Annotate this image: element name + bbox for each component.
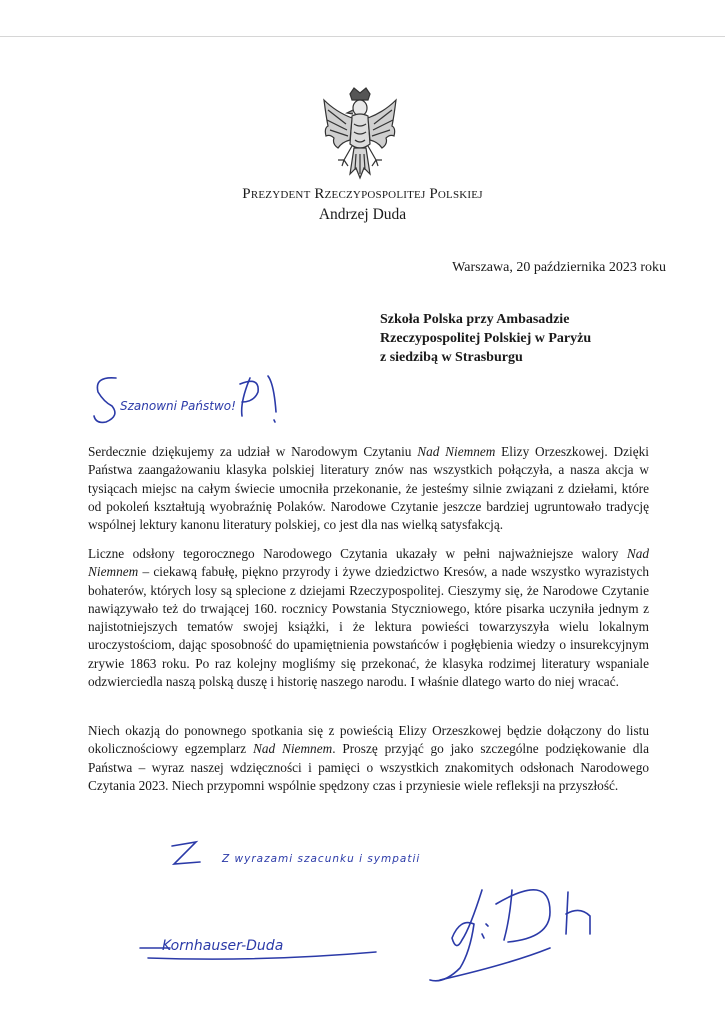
paragraph-1-book-title: Nad Niemnem xyxy=(417,444,496,459)
president-title xyxy=(0,186,725,203)
signature-left-text: Kornhauser-Duda xyxy=(162,938,284,954)
paragraph-2-part-a: Liczne odsłony tegorocznego Narodowego Czytania ukazały w pełni najważniejsze walory xyxy=(88,546,627,561)
signature-right-text: Andrzej Duda xyxy=(470,986,477,987)
recipient-line-3: z siedzibą w Strasburgu xyxy=(380,350,523,365)
paragraph-1-part-a: Serdecznie dziękujemy za udział w Narodowym Czytaniu xyxy=(88,444,418,459)
signature-right xyxy=(400,868,605,990)
signature-left xyxy=(140,918,380,962)
page-top-edge xyxy=(0,36,725,37)
paragraph-1 xyxy=(88,443,649,534)
letter-date: Warszawa, 20 października 2023 roku xyxy=(452,260,666,275)
recipient-line-1: Szkoła Polska przy Ambasadzie xyxy=(380,312,570,327)
paragraph-2 xyxy=(88,545,649,691)
paragraph-2-part-b: – ciekawą fabułę, piękno przyrody i żywe dziedzictwo Kresów, a nade wszystko wyrazistych bohaterów, których losy są splecione z dziejami Rzeczypospolitej. Cieszymy się, że Narodowe Czytanie nawiązywało też do trwającej 160. rocznicy Powstania Styczniowego, które pisarka uczyniła jednym z najistotniejszych tematów swojej książki, i że lektura powieści towarzyszyła wielu lokalnym uroczystościom, dając sposobność do upamiętnienia powstańców i pogłębienia wiedzy o insurekcyjnym zrywie 1863 roku. Po raz kolejny mogliśmy się przekonać, że klasyka rodzimej literatury wspaniale odzwierciedla naszą polską duszę i historię naszego narodu. I właśnie dlatego warto do niej wracać. xyxy=(88,564,649,690)
white-eagle-emblem-icon xyxy=(318,86,402,182)
handwritten-greeting xyxy=(90,372,350,426)
paragraph-3-part-b: . Proszę przyjąć go jako szczególne podziękowanie dla Państwa – wyraz naszej wdzięczności i pamięci o wszystkich znakomitych odsłonach Narodowego Czytania 2023. Niech przypomni wspólnie spędzony czas i przyniesie wiele refleksji na przyszłość. xyxy=(88,741,649,793)
greeting-text: Szanowni Państwo! xyxy=(120,399,236,413)
recipient-address xyxy=(380,310,591,367)
paragraph-3 xyxy=(88,722,649,795)
paragraph-2-book-title: Nad Niemnem xyxy=(88,546,649,580)
president-title-text: Prezydent Rzeczypospolitej Polskiej xyxy=(242,186,483,202)
paragraph-1-part-b: Elizy Orzeszkowej. Dzięki Państwa zaangażowaniu klasyka polskiej literatury znów nas wszystkich połączyła, a nasza akcja w tysiącach miejsc na całym świecie umocniła przekonanie, że jesteśmy silnie związani z dziełami, które od pokoleń kształtują wyobraźnię Polaków. Narodowe Czytanie jeszcze bardziej ugruntowało tradycję wspólnej lektury kanonu literatury polskiej, co jest dla nas wielką satysfakcją. xyxy=(88,444,649,533)
president-name: Andrzej Duda xyxy=(318,206,407,223)
closing-text: Z wyrazami szacunku i sympatii xyxy=(222,853,421,865)
paragraph-3-part-a: Niech okazją do ponownego spotkania się z powieścią Elizy Orzeszkowej będzie dołączony do listu okolicznościowy egzemplarz xyxy=(88,723,649,757)
paragraph-3-book-title: Nad Niemnem xyxy=(253,741,333,757)
recipient-line-2: Rzeczypospolitej Polskiej w Paryżu xyxy=(380,331,592,346)
